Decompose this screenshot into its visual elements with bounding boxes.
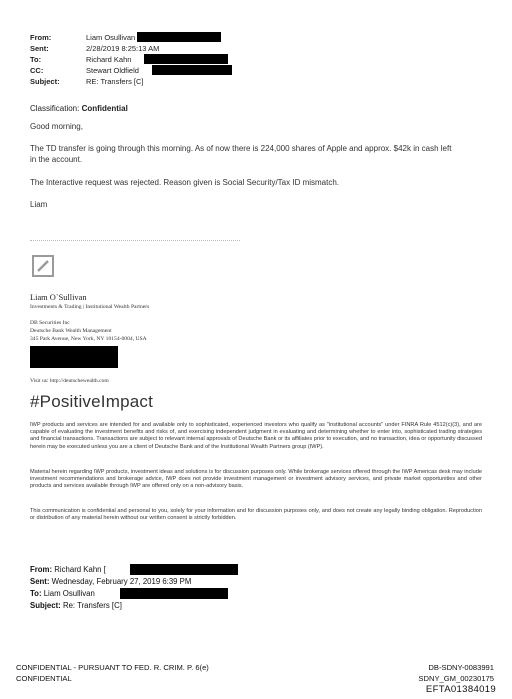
redaction-bar	[144, 54, 228, 64]
classification-prefix: Classification:	[30, 104, 82, 113]
forwarded-sent-value: Wednesday, February 27, 2019 6:39 PM	[51, 577, 192, 586]
footer-confidential-notice: CONFIDENTIAL - PURSUANT TO FED. R. CRIM. P. 6(e)	[16, 663, 209, 672]
signature-company-1: DB Securities Inc	[30, 320, 70, 326]
forwarded-to-value: Liam Osullivan	[43, 589, 95, 598]
footer-efta-number: EFTA01384019	[425, 684, 496, 695]
message-paragraph-1-line-1: The TD transfer is going through this morning. As of now there is 224,000 shares of Apple and approx. $42k in cash left	[30, 144, 452, 153]
forwarded-sent-line	[30, 577, 191, 586]
forwarded-subject-line	[30, 601, 122, 610]
forwarded-subject-label: Subject:	[30, 601, 61, 610]
disclaimer-paragraph-1: IWP products and services are intended for and available only to sophisticated, experienced investors who qualify as "institutional accounts" under FINRA Rule 4512(c)(3), and are capable of evaluating the investment benefits and risks of, and exercising independent judgment in evaluating and determining whether to enter into, sophisticated trading strategies and financial transactions. Transactions are subject to relevant internal approvals of Deutsche Bank or its affiliates prior to execution, and no transaction, idea or opportunity discussed herein may be executed unless you are a client of Deutsche Bank and of the Institutional Wealth Partners group (IWP).	[30, 422, 482, 450]
cc-value: Stewart Oldfield	[86, 66, 139, 75]
redaction-bar	[130, 564, 238, 575]
redaction-bar	[30, 346, 118, 368]
subject-value: RE: Transfers [C]	[86, 77, 144, 86]
redaction-bar	[137, 32, 221, 42]
forwarded-from-line	[30, 565, 106, 574]
redaction-bar	[120, 588, 228, 599]
sent-label: Sent:	[30, 44, 49, 53]
from-value: Liam Osullivan	[86, 33, 136, 42]
to-label: To:	[30, 55, 42, 64]
to-value: Richard Kahn	[86, 55, 132, 64]
sent-value: 2/28/2019 8:25:13 AM	[86, 44, 160, 53]
signature-address: 345 Park Avenue, New York, NY 10154-0004, USA	[30, 336, 147, 342]
footer-bates-sdny: SDNY_GM_00230175	[418, 674, 494, 683]
message-paragraph-1-line-2: in the account.	[30, 155, 83, 164]
signature-name: Liam O`Sullivan	[30, 293, 87, 302]
footer-confidential: CONFIDENTIAL	[16, 674, 72, 683]
footer-bates-db: DB-SDNY-0083991	[428, 663, 494, 672]
from-label: From:	[30, 33, 52, 42]
hashtag-heading: #PositiveImpact	[30, 392, 153, 411]
signature-divider	[30, 240, 240, 241]
classification-line	[30, 104, 128, 113]
disclaimer-paragraph-3: This communication is confidential and personal to you, solely for your information and for discussion purposes only, and does not create any legally binding obligation. Reproduction or distribution of any material herein without our written consent is strictly forbidden.	[30, 508, 482, 522]
forwarded-sent-label: Sent:	[30, 577, 50, 586]
forwarded-subject-value: Re: Transfers [C]	[62, 601, 122, 610]
subject-label: Subject:	[30, 77, 60, 86]
redaction-bar	[152, 65, 232, 75]
message-paragraph-2: The Interactive request was rejected. Reason given is Social Security/Tax ID mismatch.	[30, 178, 340, 187]
disclaimer-paragraph-2: Material herein regarding IWP products, investment ideas and solutions is for discussion purposes only. While brokerage services offered through the IWP Americas desk may include investment recommendations and brokerage advice, IWP does not provide investment management or investment advisory services, and private market opportunities and other products and services available through IWP are offered only on a non-advisory basis.	[30, 469, 482, 490]
forwarded-to-label: To:	[30, 589, 42, 598]
cc-label: CC:	[30, 66, 44, 75]
forwarded-to-line	[30, 589, 95, 598]
signature-company-2: Deutsche Bank Wealth Management	[30, 328, 112, 334]
greeting: Good morning,	[30, 122, 83, 131]
sign-off: Liam	[30, 200, 48, 209]
classification-value: Confidential	[81, 104, 128, 113]
deutsche-bank-logo-icon	[32, 255, 54, 277]
signature-title: Investments & Trading | Institutional Wealth Partners	[30, 304, 150, 310]
forwarded-from-value: Richard Kahn [	[54, 565, 106, 574]
visit-us-line: Visit us: http://deutschewealth.com	[30, 378, 109, 384]
forwarded-from-label: From:	[30, 565, 53, 574]
